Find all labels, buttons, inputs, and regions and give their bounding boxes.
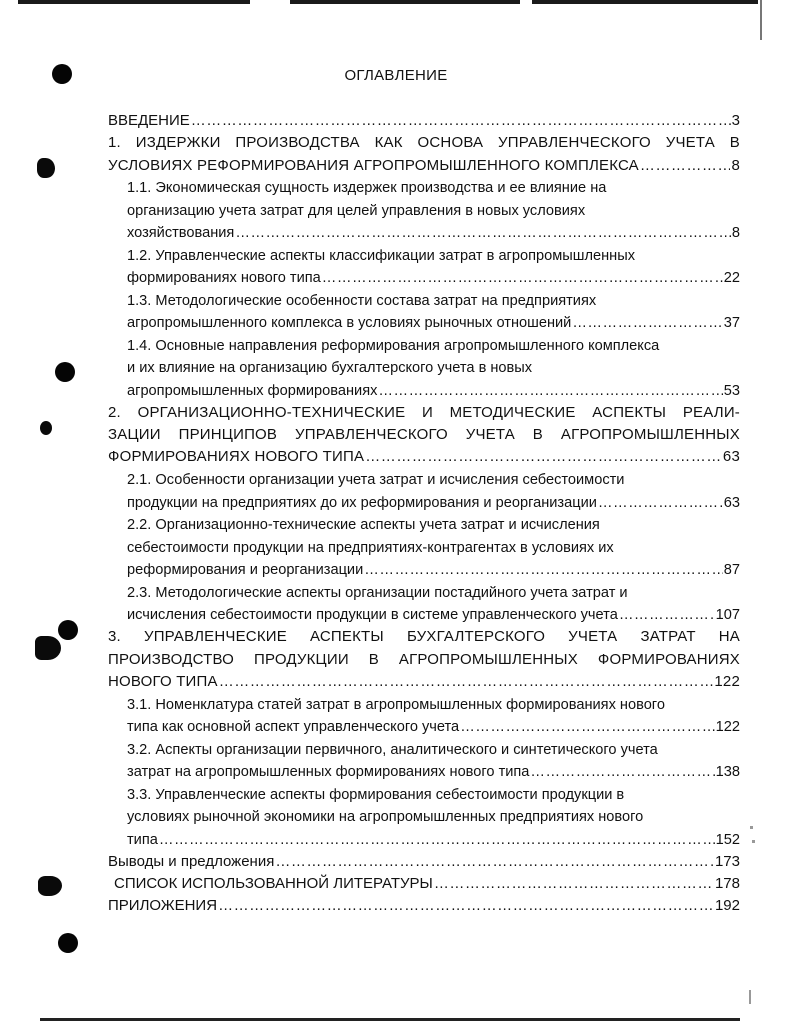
toc-page-number: 53 [723,382,740,399]
scan-edge-gap [520,0,532,5]
toc-entry-text: ФОРМИРОВАНИЯХ НОВОГО ТИПА [108,448,365,466]
dot-leader [619,604,715,626]
dot-leader [434,873,714,895]
toc-entry-section-2-3 [108,582,740,627]
dot-leader [572,312,722,334]
toc-entry-section-1-3 [108,290,740,335]
toc-entry-text: агропромышленных формированиях [127,382,378,399]
scan-noise [752,840,755,843]
dot-leader [275,851,714,873]
punch-hole-mark [55,362,75,382]
toc-entry-line: 2.2. Организационно-технические аспекты учета затрат и исчисления [127,517,600,534]
toc-entry-section-1-4 [108,335,740,402]
toc-page-number: 122 [714,672,740,690]
toc-entry-chapter-2 [108,402,740,469]
toc-entry-section-3-1 [108,694,740,739]
dot-leader [640,155,731,177]
toc-entry-line: 1.4. Основные направления реформирования агропромышленного комплекса [127,337,660,354]
toc-entry-line: 3.1. Номенклатура статей затрат в агропромышленных формированиях нового [127,696,665,713]
toc-entry-line: 2. ОРГАНИЗАЦИОННО-ТЕХНИЧЕСКИЕ И МЕТОДИЧЕСКИЕ АСПЕКТЫ РЕАЛИ- [108,403,740,421]
punch-hole-mark [38,876,62,896]
toc-entry-section-3-3 [108,784,740,851]
toc-entry-section-2-1 [108,469,740,514]
toc-page-number: 22 [723,270,740,287]
punch-hole-mark [40,421,52,435]
dot-leader [218,895,714,917]
toc-page-number: 152 [715,831,740,848]
punch-hole-mark [58,933,78,953]
toc-page-number: 87 [723,561,740,578]
toc-entry-section-1-2 [108,245,740,290]
table-of-contents [108,110,740,918]
toc-page-number: 173 [714,852,740,870]
toc-entry-text: УСЛОВИЯХ РЕФОРМИРОВАНИЯ АГРОПРОМЫШЛЕННОГО КОМПЛЕКСА [108,156,639,174]
dot-leader [235,222,731,244]
toc-page-number: 63 [723,494,740,511]
toc-page-number: 63 [722,448,740,466]
toc-entry-text: исчисления себестоимости продукции в системе управленческого учета [127,607,618,624]
toc-entry-text: СПИСОК ИСПОЛЬЗОВАННОЙ ЛИТЕРАТУРЫ [114,875,433,893]
toc-entry-text: ПРИЛОЖЕНИЯ [108,897,218,915]
scan-edge-bottom [40,1018,740,1021]
scan-edge-right [760,0,762,40]
toc-entry-text: Выводы и предложения [108,852,275,870]
toc-page-number: 122 [715,719,740,736]
toc-entry-line: 2.3. Методологические аспекты организации постадийного учета затрат и [127,584,628,601]
toc-entry-section-3-2 [108,739,740,784]
toc-page-number: 192 [714,897,740,915]
toc-entry-conclusions [108,851,740,873]
toc-entry-literature [108,873,740,895]
toc-entry-text: хозяйствования [127,224,235,241]
dot-leader [530,761,714,783]
toc-entry-line: 1.1. Экономическая сущность издержек производства и ее влияние на [127,180,607,197]
dot-leader [365,446,722,468]
toc-entry-line: организацию учета затрат для целей управления в новых условиях [127,202,586,219]
toc-entry-text: продукции на предприятиях до их реформирования и реорганизации [127,494,597,511]
toc-page-number: 178 [714,875,740,893]
toc-entry-line: себестоимости продукции на предприятиях-контрагентах в условиях их [127,539,614,556]
toc-entry-line: 3.2. Аспекты организации первичного, аналитического и синтетического учета [127,741,658,758]
toc-entry-chapter-1 [108,132,740,177]
toc-entry-line: ПРОИЗВОДСТВО ПРОДУКЦИИ В АГРОПРОМЫШЛЕННЫХ ФОРМИРОВАНИЯХ [108,650,740,668]
toc-entry-text: реформирования и реорганизации [127,561,364,578]
toc-page-number: 8 [731,156,740,174]
dot-leader [598,492,723,514]
toc-entry-intro [108,110,740,132]
toc-entry-chapter-3 [108,626,740,693]
toc-entry-line: условиях рыночной экономики на агропромышленных предприятиях нового [127,809,644,826]
dot-leader [364,559,723,581]
toc-page-number: 3 [731,112,740,129]
scan-noise [750,826,753,829]
dot-leader [322,267,723,289]
toc-entry-text: НОВОГО ТИПА [108,672,218,690]
dot-leader [191,110,731,132]
scan-edge-gap [250,0,290,5]
toc-page-number: 8 [731,224,740,241]
toc-entry-text: типа [127,831,158,848]
toc-entry-section-2-2 [108,514,740,581]
toc-entry-text: ВВЕДЕНИЕ [108,112,190,129]
dot-leader [460,716,714,738]
toc-page-number: 37 [723,315,740,332]
toc-entry-line: 1.2. Управленческие аспекты классификации затрат в агропромышленных [127,247,636,264]
dot-leader [219,671,714,693]
toc-entry-line: ЗАЦИИ ПРИНЦИПОВ УПРАВЛЕНЧЕСКОГО УЧЕТА В АГРОПРОМЫШЛЕННЫХ [108,426,740,444]
punch-hole-mark [37,158,55,178]
toc-entry-line: 1. ИЗДЕРЖКИ ПРОИЗВОДСТВА КАК ОСНОВА УПРАВЛЕНЧЕСКОГО УЧЕТА В [108,134,740,152]
toc-entry-text: затрат на агропромышленных формированиях нового типа [127,764,530,781]
toc-entry-text: формированиях нового типа [127,270,321,287]
punch-hole-mark [58,620,78,640]
toc-page-number: 107 [715,607,740,624]
scan-edge-top [18,0,758,4]
toc-entry-text: агропромышленного комплекса в условиях рыночных отношений [127,315,572,332]
page-title: ОГЛАВЛЕНИЕ [344,67,448,84]
punch-hole-mark [35,636,61,660]
toc-entry-line: и их влияние на организацию бухгалтерского учета в новых [127,360,533,377]
toc-entry-line: 1.3. Методологические особенности состава затрат на предприятиях [127,292,597,309]
toc-entry-line: 3. УПРАВЛЕНЧЕСКИЕ АСПЕКТЫ БУХГАЛТЕРСКОГО УЧЕТА ЗАТРАТ НА [108,628,740,646]
scan-noise [749,990,751,1004]
dot-leader [378,380,722,402]
toc-entry-appendices [108,895,740,917]
toc-entry-section-1-1 [108,177,740,244]
toc-page-number: 138 [715,764,740,781]
toc-entry-line: 2.1. Особенности организации учета затрат и исчисления себестоимости [127,472,625,489]
toc-entry-line: 3.3. Управленческие аспекты формирования себестоимости продукции в [127,786,625,803]
toc-entry-text: типа как основной аспект управленческого учета [127,719,460,736]
dot-leader [159,829,715,851]
